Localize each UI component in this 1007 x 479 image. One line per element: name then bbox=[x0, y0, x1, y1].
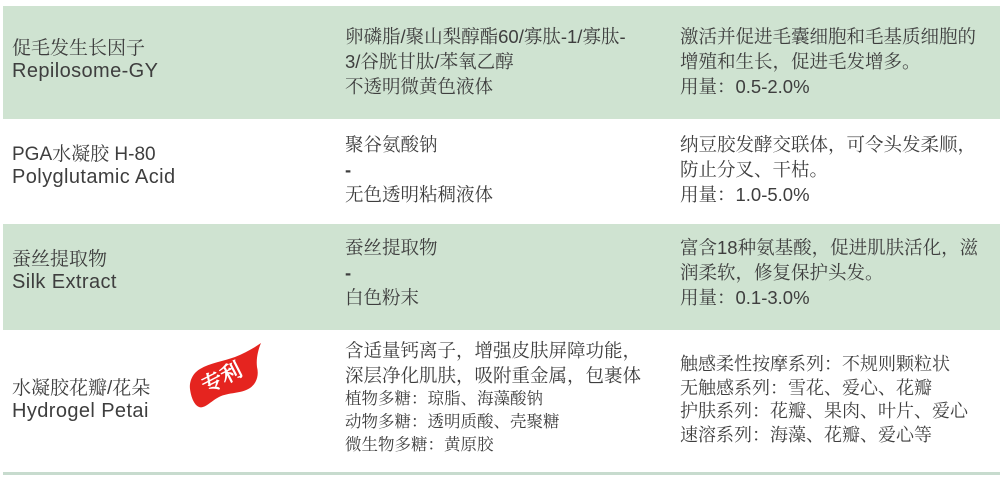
dosage-line: 用量：1.0-5.0% bbox=[680, 184, 810, 205]
composition-cell bbox=[345, 235, 438, 310]
product-name-cn: 水凝胶花瓣/花朵 bbox=[12, 378, 151, 399]
product-name-cell bbox=[12, 248, 117, 294]
composition-cell bbox=[345, 24, 626, 99]
composition-line: 聚谷氨酸钠 bbox=[345, 134, 438, 155]
benefit-line: 纳豆胶发酵交联体，可令头发柔顺， bbox=[680, 134, 977, 155]
product-name-cell bbox=[12, 37, 158, 83]
dosage-line: 用量：0.5-2.0% bbox=[680, 76, 810, 97]
benefit-cell bbox=[680, 24, 976, 99]
composition-line: 3/谷胱甘肽/苯氧乙醇 bbox=[345, 51, 514, 72]
composition-cell bbox=[345, 338, 641, 457]
series-line: 触感柔性按摩系列：不规则颗粒状 bbox=[680, 354, 950, 374]
appearance-line: 不透明微黄色液体 bbox=[345, 76, 494, 97]
benefit-line: 富含18种氨基酸，促进肌肤活化，滋 bbox=[680, 237, 979, 258]
composition-line: 含适量钙离子，增强皮肤屏障功能， bbox=[345, 340, 642, 361]
table-row bbox=[3, 330, 1000, 472]
benefit-cell bbox=[680, 353, 968, 447]
benefit-line: 增殖和生长，促进毛发增多。 bbox=[680, 51, 921, 72]
product-name-cn: 蚕丝提取物 bbox=[12, 249, 108, 270]
product-name-cell bbox=[12, 377, 150, 423]
benefit-line: 激活并促进毛囊细胞和毛基质细胞的 bbox=[680, 26, 977, 47]
series-line: 无触感系列：雪花、爱心、花瓣 bbox=[680, 377, 932, 398]
benefit-line: 润柔软，修复保护头发。 bbox=[680, 262, 884, 283]
separator-dash: - bbox=[345, 262, 352, 283]
product-name-en: Silk Extract bbox=[12, 271, 117, 293]
polysaccharide-line: 微生物多糖：黄原胶 bbox=[345, 436, 494, 454]
product-name-en: Hydrogel Petai bbox=[12, 400, 149, 422]
series-line: 护肤系列：花瓣、果肉、叶片、爱心 bbox=[680, 401, 968, 421]
table-row bbox=[3, 224, 1000, 330]
product-name-cell bbox=[12, 143, 176, 189]
next-row-edge bbox=[3, 472, 1000, 475]
appearance-line: 无色透明粘稠液体 bbox=[345, 184, 494, 205]
benefit-cell bbox=[680, 132, 976, 207]
polysaccharide-line: 植物多糖：琼脂、海藻酸钠 bbox=[345, 390, 543, 408]
composition-line: 蚕丝提取物 bbox=[345, 237, 438, 258]
product-name-cn: 促毛发生长因子 bbox=[12, 38, 146, 59]
composition-cell bbox=[345, 132, 493, 207]
appearance-line: 白色粉末 bbox=[345, 287, 420, 308]
product-name-en: Repilosome-GY bbox=[12, 60, 159, 82]
table-row bbox=[3, 6, 1000, 119]
patent-ribbon-icon bbox=[185, 340, 285, 416]
benefit-line: 防止分叉、干枯。 bbox=[680, 159, 829, 180]
series-line: 速溶系列：海藻、花瓣、爱心等 bbox=[680, 424, 932, 445]
polysaccharide-line: 动物多糖：透明质酸、壳聚糖 bbox=[345, 413, 560, 431]
product-name-en: Polyglutamic Acid bbox=[12, 166, 176, 188]
product-name-cn: PGA水凝胶 H-80 bbox=[12, 144, 156, 165]
composition-line: 卵磷脂/聚山梨醇酯60/寡肽-1/寡肽- bbox=[345, 26, 626, 47]
separator-dash: - bbox=[345, 159, 352, 180]
benefit-cell bbox=[680, 235, 978, 310]
patent-badge-label: 专利 bbox=[198, 358, 246, 398]
composition-line: 深层净化肌肤，吸附重金属，包裹体 bbox=[345, 365, 642, 386]
table-row bbox=[3, 119, 1000, 224]
dosage-line: 用量：0.1-3.0% bbox=[680, 287, 810, 308]
